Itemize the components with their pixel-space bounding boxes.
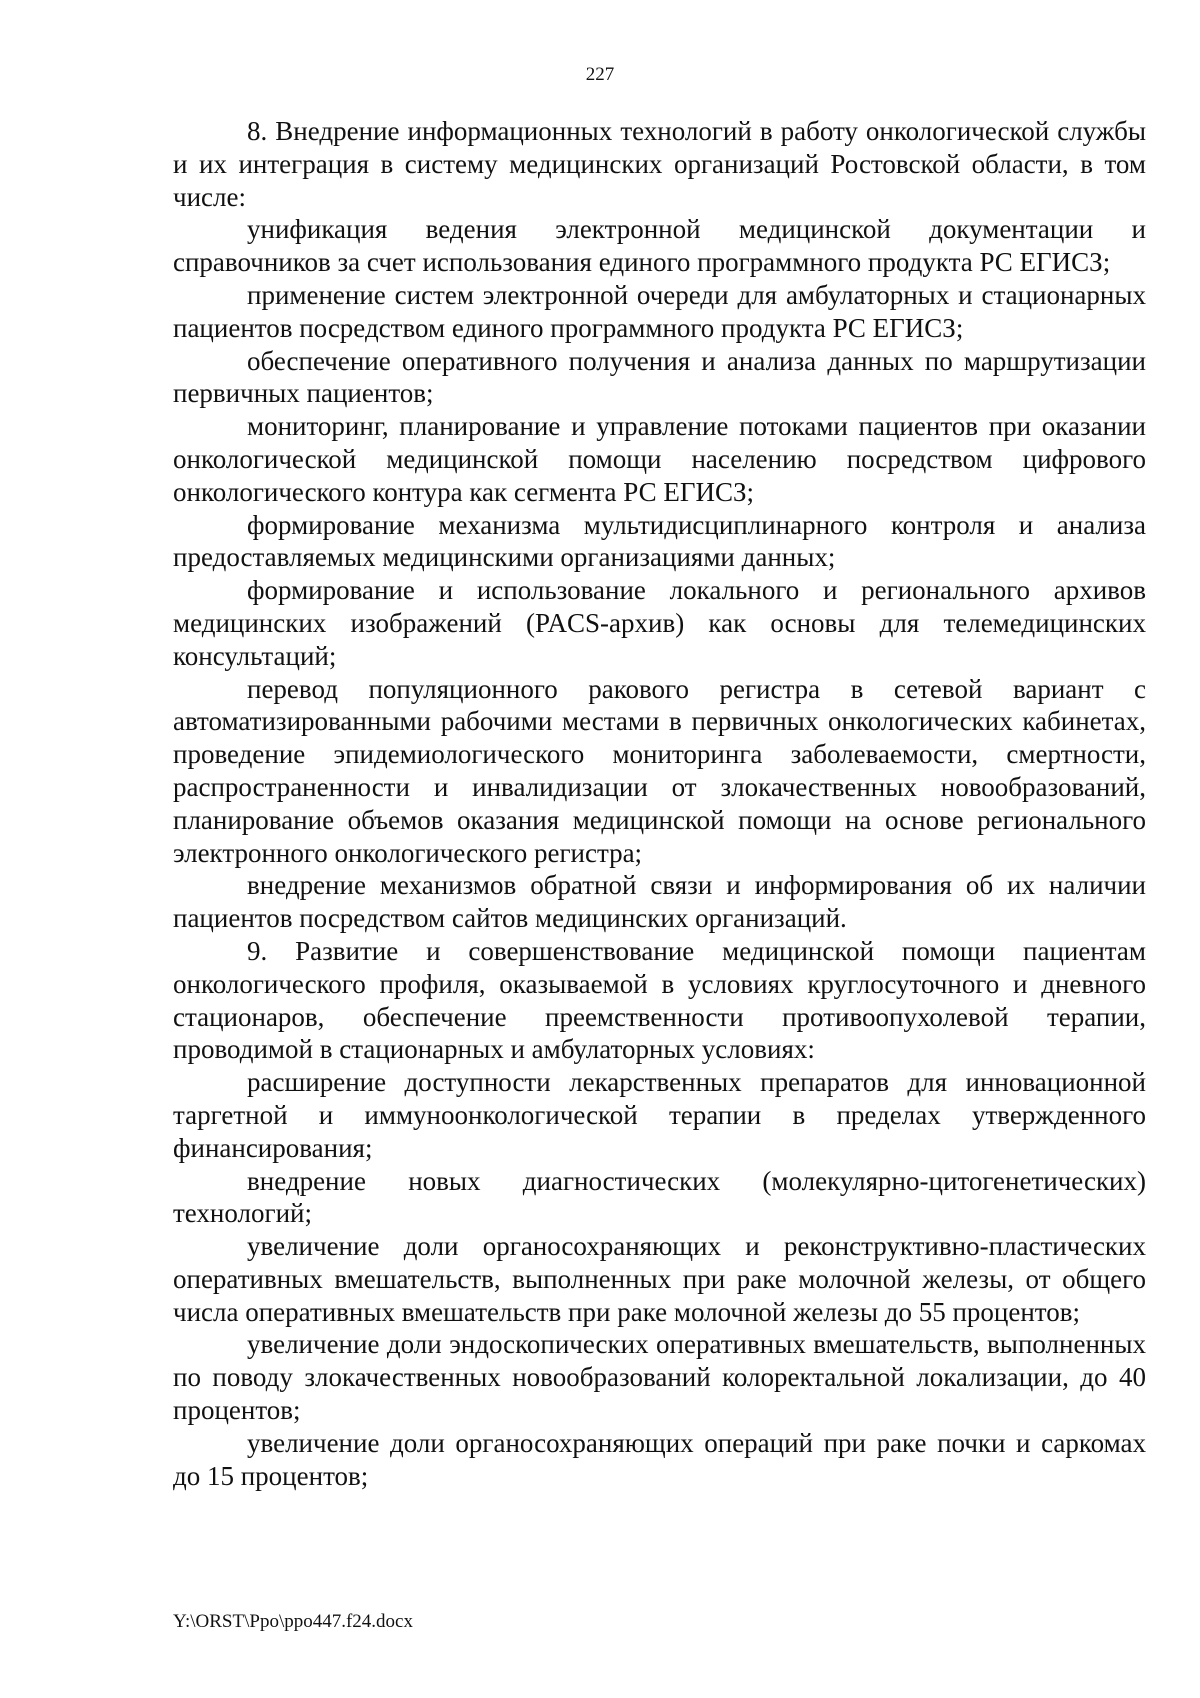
paragraph-item: внедрение новых диагностических (молекулярно-цитогенетических) технологий;	[173, 1165, 1146, 1229]
paragraph-item: мониторинг, планирование и управление потоками пациентов при оказании онкологической медицинской помощи населению посредством цифрового онкологического контура как сегмента РС ЕГИСЗ;	[173, 411, 1146, 507]
paragraph-item: применение систем электронной очереди для амбулаторных и стационарных пациентов посредством единого программного продукта РС ЕГИСЗ;	[173, 279, 1146, 343]
paragraph-item: унификация ведения электронной медицинской документации и справочников за счет использования единого программного продукта РС ЕГИСЗ;	[173, 214, 1146, 278]
paragraph-item: увеличение доли органосохраняющих операций при раке почки и саркомах до 15 процентов;	[173, 1427, 1146, 1491]
paragraph-8-intro: 8. Внедрение информационных технологий в работу онкологической службы и их интеграция в систему медицинских организаций Ростовской области, в том числе:	[173, 116, 1146, 212]
page-number: 227	[585, 64, 615, 85]
footer-file-path: Y:\ORST\Ppo\ppo447.f24.docx	[173, 1611, 413, 1632]
paragraph-item: перевод популяционного ракового регистра в сетевой вариант с автоматизированными рабочими местами в первичных онкологических кабинетах, проведение эпидемиологического мониторинга заболеваемости, смертности, распространенности и инвалидизации от злокачественных новообразований, планирование объемов оказания медицинской помощи на основе регионального электронного онкологического регистра;	[173, 673, 1146, 868]
paragraph-item: увеличение доли эндоскопических оперативных вмешательств, выполненных по поводу злокачественных новообразований колоректальной локализации, до 40 процентов;	[173, 1329, 1146, 1426]
paragraph-9-intro: 9. Развитие и совершенствование медицинской помощи пациентам онкологического профиля, оказываемой в условиях круглосуточного и дневного стационаров, обеспечение преемственности противоопухолевой терапии, проводимой в стационарных и амбулаторных условиях:	[173, 935, 1146, 1065]
document-body	[173, 115, 1146, 1492]
paragraph-item: расширение доступности лекарственных препаратов для инновационной таргетной и иммуноонкологической терапии в пределах утвержденного финансирования;	[173, 1067, 1146, 1163]
paragraph-item: увеличение доли органосохраняющих и реконструктивно-пластических оперативных вмешательств, выполненных при раке молочной железы, от общего числа оперативных вмешательств при раке молочной железы до 55 процентов;	[173, 1231, 1146, 1327]
paragraph-item: формирование и использование локального и регионального архивов медицинских изображений (PACS-архив) как основы для телемедицинских консультаций;	[173, 575, 1146, 671]
paragraph-item: обеспечение оперативного получения и анализа данных по маршрутизации первичных пациентов;	[173, 345, 1146, 409]
paragraph-item: внедрение механизмов обратной связи и информирования об их наличии пациентов посредством сайтов медицинских организаций.	[173, 870, 1146, 934]
paragraph-item: формирование механизма мультидисциплинарного контроля и анализа предоставляемых медицинскими организациями данных;	[173, 509, 1146, 573]
